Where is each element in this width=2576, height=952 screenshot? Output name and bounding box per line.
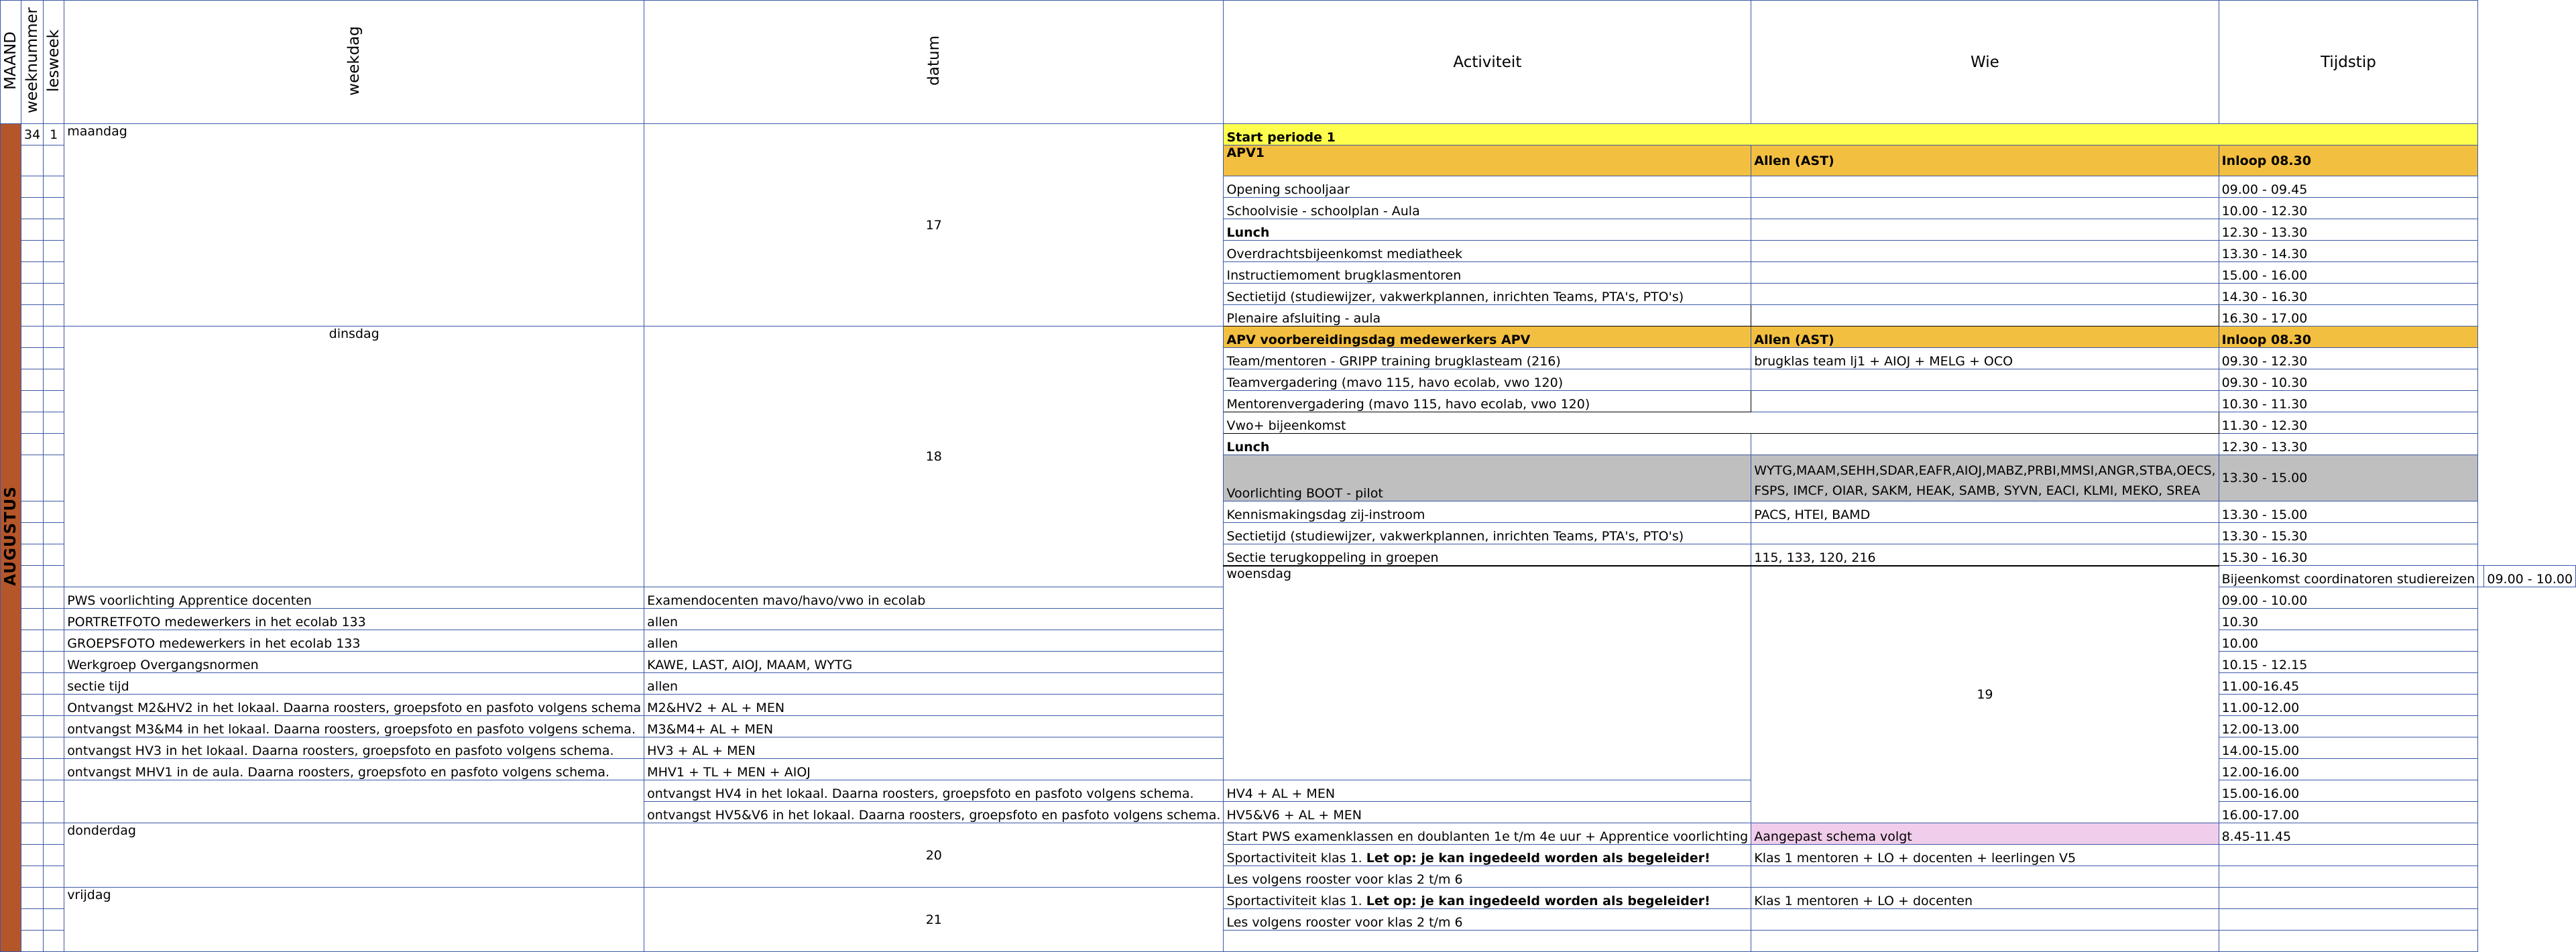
tijd-cell[interactable]: 09.30 - 10.30 (2219, 369, 2478, 391)
wie-cell[interactable]: Examendocenten mavo/havo/vwo in ecolab (644, 587, 1224, 609)
weeknummer-cell[interactable] (21, 931, 44, 952)
weeknummer-cell[interactable] (21, 241, 44, 262)
lesweek-cell[interactable] (44, 348, 64, 369)
wie-cell[interactable] (1751, 284, 2219, 305)
weeknummer-cell[interactable] (21, 737, 44, 759)
wie-cell[interactable]: WYTG,MAAM,SEHH,SDAR,EAFR,AIOJ,MABZ,PRBI,MMSI,ANGR,STBA,OECS, FSPS, IMCF, OIAR, SAKM, HEAK, SAMB, SYVN, EACI, KLMI, MEKO, SREA (1751, 455, 2219, 501)
wie-cell[interactable]: HV5&V6 + AL + MEN (1224, 802, 1751, 823)
wie-cell[interactable] (1751, 305, 2219, 326)
datum-donderdag[interactable]: 20 (644, 823, 1224, 888)
datum-woensdag[interactable]: 19 (1751, 566, 2219, 823)
tijd-cell[interactable]: 09.30 - 12.30 (2219, 348, 2478, 369)
weeknummer-cell[interactable] (21, 759, 44, 780)
weeknummer-cell[interactable] (21, 630, 44, 652)
activity-cell[interactable]: Team/mentoren - GRIPP training brugklasteam (216) (1224, 348, 1751, 369)
weeknummer-cell[interactable] (21, 652, 44, 673)
tijd-cell[interactable]: 13.30 - 15.30 (2219, 523, 2478, 544)
lesweek-cell[interactable] (44, 866, 64, 888)
header-maand-label: MAAND (2, 32, 19, 90)
wie-cell[interactable]: HV3 + AL + MEN (644, 737, 1224, 759)
lesweek-cell[interactable] (44, 434, 64, 455)
activity-cell[interactable]: Sectie terugkoppeling in groepen (1224, 544, 1751, 566)
wie-cell[interactable]: KAWE, LAST, AIOJ, MAAM, WYTG (644, 652, 1224, 673)
wie-cell[interactable] (1751, 523, 2219, 544)
lesweek-cell[interactable] (44, 716, 64, 737)
activity-cell[interactable]: sectie tijd (64, 673, 644, 695)
tijd-cell[interactable] (2219, 845, 2478, 866)
tijd-cell[interactable]: 11.00-16.45 (2219, 673, 2478, 695)
weekdag-empty-cell[interactable] (64, 780, 644, 823)
lesweek-cell[interactable] (44, 845, 64, 866)
lesweek-cell[interactable] (44, 284, 64, 305)
header-maand[interactable] (1, 1, 21, 124)
activity-cell[interactable]: Lunch (1224, 434, 1751, 455)
activity-cell[interactable]: Overdrachtsbijeenkomst mediatheek (1224, 241, 1751, 262)
lesweek-cell[interactable] (44, 176, 64, 198)
lesweek-cell[interactable] (44, 455, 64, 501)
datum-dinsdag[interactable]: 18 (644, 326, 1224, 587)
header-activiteit[interactable]: Activiteit (1224, 1, 1751, 124)
wie-cell[interactable] (2478, 566, 2484, 587)
lesweek-cell[interactable] (44, 909, 64, 931)
activity-cell[interactable]: ontvangst MHV1 in de aula. Daarna roosters, groepsfoto en pasfoto volgens schema. (64, 759, 644, 780)
tijd-cell[interactable]: 14.30 - 16.30 (2219, 284, 2478, 305)
tijd-cell[interactable]: 14.00-15.00 (2219, 737, 2478, 759)
weeknummer-cell[interactable] (21, 673, 44, 695)
lesweek-cell[interactable] (44, 802, 64, 823)
header-weeknummer-label: weeknummer (23, 7, 42, 114)
header-wie[interactable]: Wie (1751, 1, 2219, 124)
tijd-cell[interactable]: 15.00 - 16.00 (2219, 262, 2478, 284)
wie-cell[interactable]: Allen (AST) (1751, 145, 2219, 176)
tijd-cell[interactable]: 13.30 - 15.00 (2219, 455, 2478, 501)
tijd-cell[interactable]: 13.30 - 14.30 (2219, 241, 2478, 262)
weeknummer-cell[interactable] (21, 326, 44, 348)
tijd-cell[interactable]: Inloop 08.30 (2219, 145, 2478, 176)
tijd-cell[interactable] (2219, 931, 2478, 952)
header-lesweek[interactable] (44, 1, 64, 124)
activity-warning-text: Let op: je kan ingedeeld worden als begeleider! (1366, 894, 1710, 908)
weeknummer-cell[interactable] (21, 802, 44, 823)
activity-cell[interactable]: APV voorbereidingsdag medewerkers APV (1224, 326, 1751, 348)
header-weekdag-label: weekdag (345, 25, 363, 96)
header-row (1, 1, 2576, 124)
lesweek-cell[interactable] (44, 587, 64, 609)
tijd-cell[interactable]: 16.30 - 17.00 (2219, 305, 2478, 326)
weeknummer-cell[interactable] (21, 909, 44, 931)
activity-text: Sportactiviteit klas 1. (1226, 894, 1362, 908)
activity-text: Sportactiviteit klas 1. (1226, 851, 1362, 866)
weekdag-donderdag[interactable]: donderdag (64, 823, 644, 888)
lesweek-cell[interactable] (44, 759, 64, 780)
activity-cell[interactable]: Schoolvisie - schoolplan - Aula (1224, 198, 1751, 219)
lesweek-cell[interactable] (44, 523, 64, 544)
weeknummer-cell[interactable] (21, 391, 44, 412)
wie-cell[interactable]: Allen (AST) (1751, 326, 2219, 348)
weeknummer-cell[interactable] (21, 305, 44, 326)
weekdag-maandag[interactable]: maandag (64, 124, 644, 326)
lesweek-cell[interactable] (44, 219, 64, 241)
wie-cell[interactable] (1751, 262, 2219, 284)
activity-cell[interactable]: Vwo+ bijeenkomst (1224, 412, 2219, 434)
lesweek-cell[interactable]: 1 (44, 124, 64, 145)
tijd-cell[interactable]: 8.45-11.45 (2219, 823, 2478, 845)
tijd-cell[interactable]: 11.30 - 12.30 (2219, 412, 2478, 434)
weeknummer-cell[interactable] (21, 262, 44, 284)
wie-cell[interactable] (1751, 434, 2219, 455)
weeknummer-cell[interactable] (21, 523, 44, 544)
weeknummer-cell[interactable] (21, 198, 44, 219)
lesweek-cell[interactable] (44, 412, 64, 434)
weeknummer-cell[interactable] (21, 823, 44, 845)
wie-cell[interactable]: Klas 1 mentoren + LO + docenten (1751, 888, 2219, 909)
weeknummer-cell[interactable] (21, 284, 44, 305)
lesweek-cell[interactable] (44, 609, 64, 630)
wie-cell[interactable]: M3&M4+ AL + MEN (644, 716, 1224, 737)
header-datum[interactable] (644, 1, 1224, 124)
tijd-cell[interactable]: 12.00-16.00 (2219, 759, 2478, 780)
month-cell[interactable] (1, 124, 21, 952)
activity-cell[interactable]: Mentorenvergadering (mavo 115, havo ecolab, vwo 120) (1224, 391, 1751, 412)
wie-cell[interactable]: Klas 1 mentoren + LO + docenten + leerlingen V5 (1751, 845, 2219, 866)
lesweek-cell[interactable] (44, 673, 64, 695)
weeknummer-cell[interactable] (21, 219, 44, 241)
activity-cell[interactable]: Ontvangst M2&HV2 in het lokaal. Daarna roosters, groepsfoto en pasfoto volgens schema (64, 695, 644, 716)
weeknummer-cell[interactable] (21, 348, 44, 369)
activity-cell[interactable]: Opening schooljaar (1224, 176, 1751, 198)
wie-cell[interactable]: MHV1 + TL + MEN + AIOJ (644, 759, 1224, 780)
tijd-cell[interactable]: 10.15 - 12.15 (2219, 652, 2478, 673)
weeknummer-cell[interactable]: 34 (21, 124, 44, 145)
weeknummer-cell[interactable] (21, 412, 44, 434)
weekdag-dinsdag[interactable]: dinsdag (64, 326, 644, 587)
weeknummer-cell[interactable] (21, 544, 44, 566)
table-row (1, 823, 2576, 845)
activity-cell[interactable]: Start PWS examenklassen en doublanten 1e t/m 4e uur + Apprentice voorlichting (1224, 823, 1751, 845)
tijd-cell[interactable]: 12.30 - 13.30 (2219, 219, 2478, 241)
activity-cell[interactable]: Teamvergadering (mavo 115, havo ecolab, vwo 120) (1224, 369, 1751, 391)
wie-cell[interactable] (1751, 369, 2219, 391)
activity-cell[interactable]: Les volgens rooster voor klas 2 t/m 6 (1224, 909, 1751, 931)
weeknummer-cell[interactable] (21, 566, 44, 587)
lesweek-cell[interactable] (44, 823, 64, 845)
wie-cell[interactable] (1751, 241, 2219, 262)
weeknummer-cell[interactable] (21, 587, 44, 609)
weeknummer-cell[interactable] (21, 780, 44, 802)
lesweek-cell[interactable] (44, 305, 64, 326)
tijd-cell[interactable]: 10.00 (2219, 630, 2478, 652)
wie-cell[interactable] (1751, 866, 2219, 888)
wie-cell[interactable]: HV4 + AL + MEN (1224, 780, 1751, 802)
tijd-cell[interactable] (2219, 909, 2478, 931)
header-datum-label: datum (925, 36, 943, 86)
month-label: AUGUSTUS (2, 486, 19, 586)
activity-cell[interactable]: Plenaire afsluiting - aula (1224, 305, 1751, 326)
lesweek-cell[interactable] (44, 198, 64, 219)
weeknummer-cell[interactable] (21, 434, 44, 455)
activity-warning-text: Let op: je kan ingedeeld worden als begeleider! (1366, 851, 1710, 866)
activity-cell[interactable]: Kennismakingsdag zij-instroom (1224, 501, 1751, 523)
lesweek-cell[interactable] (44, 737, 64, 759)
activity-cell[interactable] (1224, 845, 1751, 866)
lesweek-cell[interactable] (44, 241, 64, 262)
activity-cell[interactable]: APV1 (1224, 145, 1751, 176)
header-weeknummer[interactable] (21, 1, 44, 124)
tijd-cell[interactable]: 16.00-17.00 (2219, 802, 2478, 823)
weeknummer-cell[interactable] (21, 888, 44, 909)
weeknummer-cell[interactable] (21, 716, 44, 737)
table-row (1, 888, 2576, 909)
wie-cell[interactable]: brugklas team lj1 + AIOJ + MELG + OCO (1751, 348, 2219, 369)
weeknummer-cell[interactable] (21, 845, 44, 866)
wie-cell[interactable]: M2&HV2 + AL + MEN (644, 695, 1224, 716)
tijd-cell[interactable]: 15.30 - 16.30 (2219, 544, 2478, 566)
header-lesweek-label: lesweek (45, 29, 63, 92)
activity-cell[interactable]: ontvangst HV3 in het lokaal. Daarna roosters, groepsfoto en pasfoto volgens schema. (64, 737, 644, 759)
tijd-cell[interactable]: 12.00-13.00 (2219, 716, 2478, 737)
lesweek-cell[interactable] (44, 652, 64, 673)
lesweek-cell[interactable] (44, 630, 64, 652)
activity-cell[interactable]: ontvangst HV4 in het lokaal. Daarna roosters, groepsfoto en pasfoto volgens schema. (644, 780, 1224, 802)
tijd-cell[interactable]: 10.30 - 11.30 (2219, 391, 2478, 412)
activity-cell[interactable]: Sectietijd (studiewijzer, vakwerkplannen, inrichten Teams, PTA's, PTO's) (1224, 523, 1751, 544)
tijd-cell[interactable]: 09.00 - 09.45 (2219, 176, 2478, 198)
activity-cell[interactable]: PORTRETFOTO medewerkers in het ecolab 133 (64, 609, 644, 630)
weekdag-woensdag[interactable]: woensdag (1224, 566, 1751, 780)
lesweek-cell[interactable] (44, 369, 64, 391)
weeknummer-cell[interactable] (21, 501, 44, 523)
weekdag-vrijdag[interactable]: vrijdag (64, 888, 644, 952)
wie-cell[interactable] (1751, 391, 2219, 412)
tijd-cell[interactable]: 12.30 - 13.30 (2219, 434, 2478, 455)
lesweek-cell[interactable] (44, 544, 64, 566)
tijd-cell[interactable]: Inloop 08.30 (2219, 326, 2478, 348)
header-weekdag[interactable] (64, 1, 644, 124)
tijd-cell[interactable]: 10.30 (2219, 609, 2478, 630)
activity-cell[interactable] (1224, 931, 1751, 952)
wie-cell[interactable] (1751, 909, 2219, 931)
lesweek-cell[interactable] (44, 501, 64, 523)
lesweek-cell[interactable] (44, 566, 64, 587)
activity-cell[interactable]: Lunch (1224, 219, 1751, 241)
table-row (1, 326, 2576, 348)
activity-cell[interactable]: ontvangst HV5&V6 in het lokaal. Daarna roosters, groepsfoto en pasfoto volgens schema. (644, 802, 1224, 823)
weeknummer-cell[interactable] (21, 455, 44, 501)
lesweek-cell[interactable] (44, 931, 64, 952)
activity-cell[interactable]: Werkgroep Overgangsnormen (64, 652, 644, 673)
activity-cell[interactable]: ontvangst M3&M4 in het lokaal. Daarna roosters, groepsfoto en pasfoto volgens schema. (64, 716, 644, 737)
wie-cell[interactable] (1751, 219, 2219, 241)
wie-cell[interactable]: 115, 133, 120, 216 (1751, 544, 2219, 566)
wie-cell[interactable]: PACS, HTEI, BAMD (1751, 501, 2219, 523)
tijd-cell[interactable]: 11.00-12.00 (2219, 695, 2478, 716)
activity-cell[interactable]: Les volgens rooster voor klas 2 t/m 6 (1224, 866, 1751, 888)
tijd-cell[interactable] (2219, 888, 2478, 909)
table-row (1, 124, 2576, 145)
lesweek-cell[interactable] (44, 145, 64, 176)
wie-cell[interactable] (1751, 931, 2219, 952)
lesweek-cell[interactable] (44, 326, 64, 348)
weeknummer-cell[interactable] (21, 145, 44, 176)
activity-cell[interactable]: Voorlichting BOOT - pilot (1224, 455, 1751, 501)
activity-cell[interactable]: GROEPSFOTO medewerkers in het ecolab 133 (64, 630, 644, 652)
tijd-cell[interactable]: 09.00 - 10.00 (2219, 587, 2478, 609)
wie-cell[interactable]: allen (644, 609, 1224, 630)
lesweek-cell[interactable] (44, 262, 64, 284)
lesweek-cell[interactable] (44, 780, 64, 802)
weeknummer-cell[interactable] (21, 695, 44, 716)
wie-cell[interactable]: allen (644, 673, 1224, 695)
datum-maandag[interactable]: 17 (644, 124, 1224, 326)
tijd-cell[interactable]: 15.00-16.00 (2219, 780, 2478, 802)
wie-cell[interactable] (1751, 176, 2219, 198)
wie-cell[interactable]: allen (644, 630, 1224, 652)
lesweek-cell[interactable] (44, 888, 64, 909)
weeknummer-cell[interactable] (21, 609, 44, 630)
activity-cell[interactable]: Instructiemoment brugklasmentoren (1224, 262, 1751, 284)
activity-cell[interactable]: PWS voorlichting Apprentice docenten (64, 587, 644, 609)
weeknummer-cell[interactable] (21, 176, 44, 198)
weeknummer-cell[interactable] (21, 369, 44, 391)
wie-cell[interactable]: Aangepast schema volgt (1751, 823, 2219, 845)
activity-cell[interactable]: Sectietijd (studiewijzer, vakwerkplannen, inrichten Teams, PTA's, PTO's) (1224, 284, 1751, 305)
datum-vrijdag[interactable]: 21 (644, 888, 1224, 952)
header-tijdstip[interactable]: Tijdstip (2219, 1, 2478, 124)
wie-cell[interactable] (1751, 198, 2219, 219)
lesweek-cell[interactable] (44, 695, 64, 716)
tijd-cell[interactable]: 10.00 - 12.30 (2219, 198, 2478, 219)
activity-cell[interactable]: Bijeenkomst coordinatoren studiereizen (2219, 566, 2478, 587)
activity-cell[interactable]: Start periode 1 (1224, 124, 2478, 145)
lesweek-cell[interactable] (44, 391, 64, 412)
tijd-cell[interactable] (2219, 866, 2478, 888)
tijd-cell[interactable]: 09.00 - 10.00 (2484, 566, 2576, 587)
weeknummer-cell[interactable] (21, 866, 44, 888)
activity-cell[interactable] (1224, 888, 1751, 909)
tijd-cell[interactable]: 13.30 - 15.00 (2219, 501, 2478, 523)
